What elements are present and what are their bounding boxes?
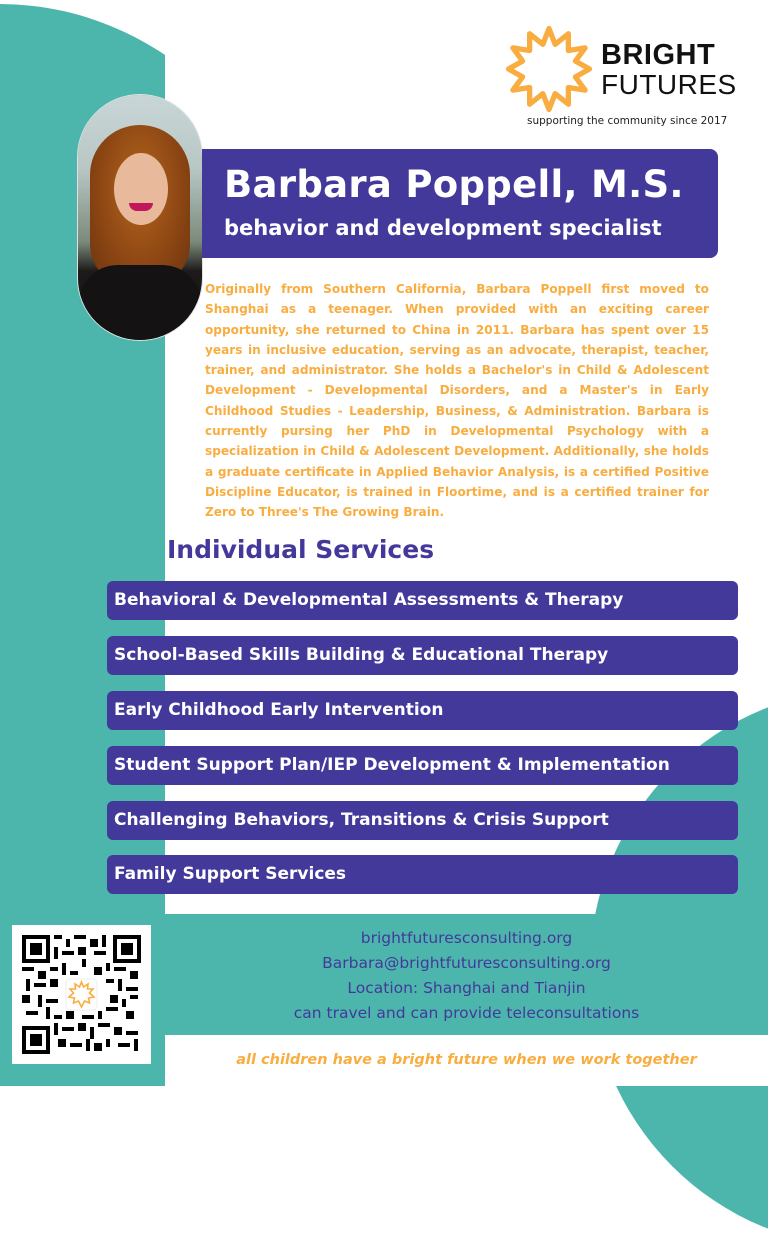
portrait-photo	[78, 95, 202, 340]
travel-note: can travel and can provide teleconsultations	[293, 1004, 640, 1022]
logo-wordmark-futures: FUTURES	[601, 69, 737, 100]
qr-code[interactable]	[12, 925, 151, 1064]
bio-paragraph: Originally from Southern California, Barbara Poppell first moved to Shanghai as a teenager. When provided with an exciting career opportunity, she returned to China in 2011. Barbara has spent over 15 years in inclusive education, serving as an advocate, therapist, teacher, trainer, and administrator. She holds a Bachelor's in Child & Adolescent Development - Developmental Disorders, and a Master's in Early Childhood Studies - Leadership, Business, & Administration. Barbara is currently pursing her PhD in Developmental Psychology with a specialization in Child & Adolescent Development. Additionally, she holds a graduate certificate in Applied Behavior Analysis, is a certified Positive Discipline Educator, is trained in Floortime, and is a certified trainer for Zero to Three's The Growing Brain.	[205, 282, 709, 520]
slogan: all children have a bright future when we work together	[236, 1052, 697, 1068]
logo-wordmark-bright: BRIGHT	[601, 39, 716, 71]
person-title: behavior and development specialist	[224, 216, 662, 240]
qr-code-icon	[22, 935, 141, 1054]
person-name: Barbara Poppell, M.S.	[224, 163, 684, 206]
bright-futures-logo	[500, 22, 740, 132]
service-item: School-Based Skills Building & Educational Therapy	[107, 636, 738, 675]
name-banner	[202, 149, 718, 258]
service-item: Family Support Services	[107, 855, 738, 894]
contact-info	[165, 926, 768, 1026]
website-link[interactable]: brightfuturesconsulting.org	[360, 929, 573, 947]
service-item: Challenging Behaviors, Transitions & Crisis Support	[107, 801, 738, 840]
service-item: Student Support Plan/IEP Development & Implementation	[107, 746, 738, 785]
location-text: Location: Shanghai and Tianjin	[347, 979, 586, 997]
sun-icon	[505, 25, 593, 113]
services-heading: Individual Services	[167, 535, 435, 564]
service-item: Behavioral & Developmental Assessments & Therapy	[107, 581, 738, 620]
logo-tagline: supporting the community since 2017	[527, 115, 728, 127]
service-item: Early Childhood Early Intervention	[107, 691, 738, 730]
email-link[interactable]: Barbara@brightfuturesconsulting.org	[322, 954, 611, 972]
